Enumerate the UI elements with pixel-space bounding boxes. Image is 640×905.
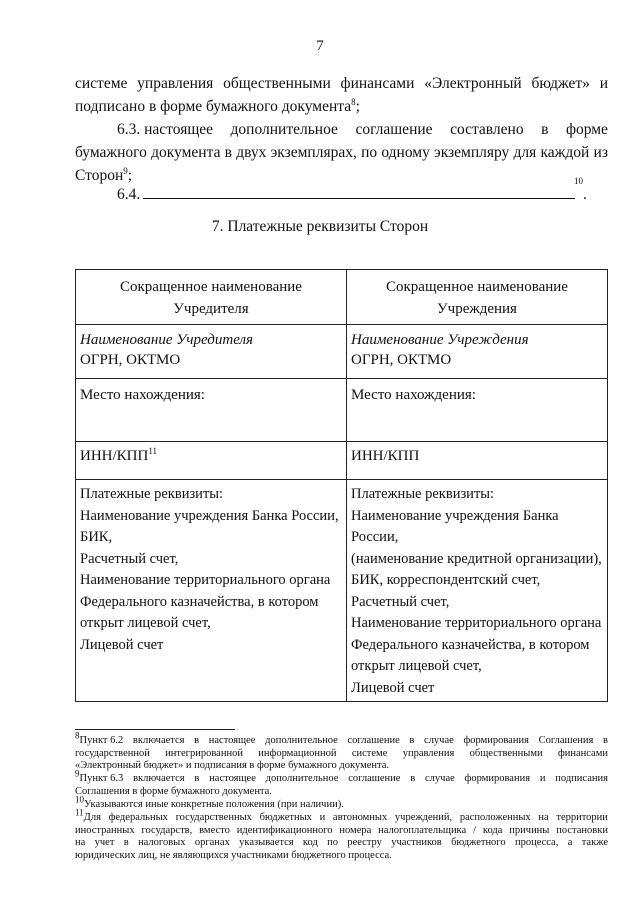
footnote-9-line-2: Соглашения в форме бумажного документа. bbox=[75, 785, 272, 797]
footnote-9-line-1-word: случае bbox=[425, 773, 455, 784]
item-6-3-line-1-word: составлено bbox=[450, 121, 524, 138]
footnote-8-line-2-word: финансами bbox=[557, 747, 608, 759]
footnote-11 bbox=[75, 807, 608, 862]
footnote-9-line-1-word: дополнительное bbox=[265, 773, 339, 784]
footnote-9-line-1-word: в bbox=[410, 773, 416, 784]
footnote-11-line-1-word: автономных bbox=[332, 812, 388, 823]
bank-right-line: Платежные реквизиты: bbox=[351, 486, 495, 502]
location-left: Место нахождения: bbox=[80, 387, 205, 403]
header-left-cell bbox=[76, 270, 347, 325]
footnote-separator bbox=[75, 729, 235, 730]
footnote-ref-8[interactable]: 8 bbox=[351, 96, 356, 107]
header-right-line-1: Сокращенное наименование bbox=[386, 279, 568, 295]
bank-right-line: Наименование территориального органа bbox=[351, 615, 602, 631]
bank-left-line: Наименование территориального органа bbox=[80, 572, 331, 588]
item-6-3-line-2-word: одному bbox=[381, 144, 430, 161]
item-6-3-line-1-word: соглашение bbox=[355, 121, 433, 138]
bank-right-line: Расчетный счет, bbox=[351, 593, 450, 610]
footnote-9-line-1-word: и bbox=[539, 773, 546, 784]
bank-right-line: (наименование кредитной организации), bbox=[351, 550, 602, 567]
footnote-11-line-1-word: расположенных bbox=[459, 812, 531, 823]
footnote-8-line-1-word: формирования bbox=[463, 735, 529, 746]
item-6-3-line-2-word: по bbox=[361, 144, 378, 161]
footnote-11-line-1-word: бюджетных bbox=[259, 812, 312, 823]
header-right-cell bbox=[347, 270, 608, 325]
footnote-11-line-2-word: кода bbox=[482, 824, 503, 836]
intro-line-2-end: ; bbox=[355, 98, 360, 115]
bank-right-cell bbox=[347, 480, 608, 702]
intro-line-1-word: финансами bbox=[340, 75, 415, 92]
footnote-11-line-2-word: идентификационного bbox=[236, 824, 333, 836]
footnote-11-line-3-word: а bbox=[567, 837, 573, 848]
footnote-11-line-3-word: в bbox=[123, 837, 129, 848]
footnote-9-line-1-num: 9 bbox=[75, 768, 80, 779]
item-6-3-line-2-words bbox=[75, 141, 608, 164]
footnote-11-line-2-word: постановки bbox=[556, 824, 608, 836]
item-6-3-line-2 bbox=[75, 141, 608, 164]
footnote-8-line-1-word: настоящее bbox=[208, 735, 256, 746]
item-6-3-line-2-word: из bbox=[593, 144, 608, 161]
table-row-header bbox=[76, 270, 608, 325]
footnote-10 bbox=[75, 794, 608, 812]
header-right-line-2: Учреждения bbox=[437, 301, 517, 317]
bank-right-line: БИК, корреспондентский счет, bbox=[351, 572, 541, 588]
bank-right-line: Лицевой счет bbox=[351, 679, 435, 696]
footnote-11-line-1-word: учреждений, bbox=[394, 812, 453, 823]
inn-left-cell bbox=[76, 442, 347, 480]
footnote-8-line-2-word: интегрированной bbox=[165, 747, 243, 759]
location-right: Место нахождения: bbox=[351, 387, 476, 403]
bank-left-line: Наименование учреждения Банка России, bbox=[80, 507, 339, 524]
footnote-10-num: 10 bbox=[75, 794, 84, 805]
inn-right: ИНН/КПП bbox=[351, 448, 420, 464]
table-row-inn bbox=[76, 442, 608, 480]
footnote-9 bbox=[75, 768, 608, 798]
name-left: Наименование Учредителя bbox=[80, 332, 254, 348]
location-left-cell bbox=[76, 379, 347, 442]
bank-right-line: Наименование учреждения Банка России, bbox=[351, 507, 559, 545]
header-left-line-1: Сокращенное наименование bbox=[120, 279, 302, 295]
intro-line-2 bbox=[75, 95, 360, 118]
footnote-11-line-3-word: на bbox=[75, 837, 86, 848]
footnote-11-line-1-word: на bbox=[538, 812, 549, 823]
footnote-11-line-2-word: иностранных bbox=[75, 824, 135, 836]
footnote-11-line-3-word: бюджетного bbox=[451, 837, 506, 848]
footnote-9-line-1-word: $^9$Пункт 6.3 bbox=[75, 768, 124, 784]
footnote-9-line-1-word: настоящее bbox=[209, 773, 256, 784]
page-number: 7 bbox=[316, 38, 324, 54]
item-6-3-line-1-word: дополнительное bbox=[230, 121, 338, 138]
footnote-ref-10[interactable]: 10 bbox=[574, 176, 583, 186]
item-6-4-end: . bbox=[583, 186, 587, 203]
intro-line-1-word: «Электронный bbox=[424, 75, 522, 92]
footnote-11-line-2-word: причины bbox=[509, 824, 550, 836]
name-right: Наименование Учреждения bbox=[351, 332, 529, 348]
footnote-8-line-3: «Электронный бюджет» и подписания в форме бумажного документа. bbox=[75, 760, 390, 771]
footnote-10-text: Указываются иные конкретные положения (при наличии). bbox=[84, 799, 344, 810]
footnote-8-line-1-word: дополнительное bbox=[265, 735, 338, 746]
footnote-11-line-3-word: реестру bbox=[347, 837, 382, 848]
table-row-bank bbox=[76, 480, 608, 702]
bank-left-line: открыт лицевой счет, bbox=[80, 615, 211, 631]
item-6-4-blank-line[interactable] bbox=[143, 198, 575, 199]
footnote-8-line-1-word: в bbox=[194, 735, 200, 746]
item-6-3-line-2-word: экземпляру bbox=[434, 144, 510, 161]
footnote-8-line-2-word: информационной bbox=[258, 747, 337, 759]
footnote-11-line-2-word: государств, bbox=[141, 824, 193, 836]
bank-left-line: Расчетный счет, bbox=[80, 550, 179, 567]
item-6-3-line-1-word: форме bbox=[565, 121, 608, 138]
intro-line-2-text: подписано в форме бумажного документа bbox=[75, 98, 352, 115]
table-row-name bbox=[76, 325, 608, 379]
bank-right-line: Федерального казначейства, в котором bbox=[351, 636, 590, 653]
item-6-3-line-1-word: в bbox=[541, 121, 549, 138]
footnote-11-line-3-word: код bbox=[302, 837, 318, 848]
footnote-11-line-3-word: процесса, bbox=[514, 837, 559, 848]
intro-line-1-word: бюджет» bbox=[531, 75, 590, 92]
name-right-cell bbox=[347, 325, 608, 379]
footnote-9-line-1-word: подписания bbox=[555, 773, 608, 784]
ogrn-left: ОГРН, ОКТМО bbox=[80, 352, 181, 368]
footnote-ref-11[interactable]: 11 bbox=[148, 446, 158, 456]
item-6-3-line-2-word: экземплярах, bbox=[270, 144, 357, 161]
section-title: 7. Платежные реквизиты Сторон bbox=[211, 218, 429, 235]
footnote-11-line-3 bbox=[75, 837, 608, 850]
footnote-9-line-1-word: соглашение bbox=[348, 773, 401, 784]
footnote-11-line-4: юридических лиц, не являющихся участниками бюджетного процесса. bbox=[75, 849, 392, 861]
item-6-3-line-1 bbox=[117, 118, 608, 141]
name-left-cell bbox=[76, 325, 347, 379]
intro-line-1-words bbox=[75, 72, 608, 95]
footnote-8-line-1-word: $^8$Пункт 6.2 bbox=[75, 730, 124, 746]
footnote-11-line-3-word: участников bbox=[391, 837, 442, 848]
footnote-8-line-1-word: в bbox=[409, 735, 415, 746]
footnote-11-line-2 bbox=[75, 825, 608, 838]
item-6-3-line-2-word: документа bbox=[151, 144, 221, 161]
footnote-8-line-1-word: случае bbox=[424, 735, 454, 746]
table-row-location bbox=[76, 379, 608, 442]
footnote-8-line-1-num: 8 bbox=[75, 730, 80, 741]
item-6-3-line-2-word: для bbox=[513, 144, 537, 161]
footnote-8-line-1 bbox=[75, 730, 608, 748]
footnote-11-line-3-word: учет bbox=[94, 837, 115, 848]
footnote-11-line-1-num: 11 bbox=[75, 807, 84, 818]
footnote-9-line-1-word: формирования bbox=[464, 773, 531, 784]
footnote-ref-9[interactable]: 9 bbox=[123, 165, 128, 176]
intro-line-1-word: управления bbox=[137, 75, 214, 92]
footnote-8-line-2-word: управления bbox=[402, 747, 455, 759]
inn-right-cell bbox=[347, 442, 608, 480]
footnote-9-line-1-word: в bbox=[194, 773, 200, 784]
bank-left-line: Лицевой счет bbox=[80, 636, 164, 653]
item-6-3-line-1-word: 6.3. настоящее bbox=[117, 121, 214, 138]
footnote-11-line-3-word: налоговых bbox=[138, 837, 186, 848]
footnote-8-line-2 bbox=[75, 748, 608, 761]
bank-left-line: Платежные реквизиты: bbox=[80, 486, 224, 502]
intro-line-1-word: общественными bbox=[223, 75, 331, 92]
footnote-8 bbox=[75, 730, 608, 773]
location-right-cell bbox=[347, 379, 608, 442]
footnote-8-line-2-word: системе bbox=[351, 747, 388, 759]
footnote-8-line-1-word: включается bbox=[132, 735, 185, 746]
footnote-9-line-1-word: включается bbox=[133, 773, 185, 784]
footnote-11-line-1-word: федеральных bbox=[108, 812, 168, 823]
footnote-8-line-1-word: Соглашения bbox=[538, 735, 594, 746]
footnote-11-line-3-word: также bbox=[581, 837, 608, 848]
footnote-8-line-1-word: соглашение bbox=[347, 735, 400, 746]
requisites-table bbox=[75, 269, 608, 702]
footnote-11-line-1-word: и bbox=[319, 812, 326, 823]
footnote-11-line-1-word: территории bbox=[556, 812, 608, 823]
footnote-11-line-1 bbox=[75, 807, 608, 825]
item-6-3-line-2-word: в bbox=[224, 144, 232, 161]
footnote-11-line-3-word: указывается bbox=[239, 837, 294, 848]
footnote-9-line-1 bbox=[75, 768, 608, 786]
item-6-4-label: 6.4. bbox=[117, 186, 141, 203]
header-left-line-2: Учредителя bbox=[173, 301, 249, 317]
footnote-11-line-1-word: $^{11}$Для bbox=[75, 807, 101, 823]
item-6-3-line-2-word: каждой bbox=[540, 144, 590, 161]
footnote-11-line-2-word: вместо bbox=[199, 824, 230, 836]
intro-line-1-word: системе bbox=[75, 75, 128, 92]
bank-left-line: Федерального казначейства, в котором bbox=[80, 593, 319, 610]
footnote-8-line-2-word: государственной bbox=[75, 747, 150, 759]
item-6-3-line-2-word: двух bbox=[236, 144, 267, 161]
inn-left: ИНН/КПП bbox=[80, 448, 149, 464]
footnote-8-line-2-word: общественными bbox=[469, 747, 543, 759]
bank-left-line: БИК, bbox=[80, 529, 113, 545]
intro-line-1 bbox=[75, 72, 608, 95]
footnote-11-line-3-word: органах bbox=[194, 837, 230, 848]
intro-line-1-word: и bbox=[599, 75, 608, 92]
footnote-11-line-3-word: по bbox=[327, 837, 338, 848]
bank-left-cell bbox=[76, 480, 347, 702]
footnote-11-line-2-word: номера bbox=[339, 824, 372, 836]
footnote-11-line-2-word: / bbox=[473, 824, 476, 836]
footnote-8-line-1-word: в bbox=[602, 735, 608, 746]
item-6-3-line-3-end: ; bbox=[127, 167, 133, 184]
footnote-11-line-1-word: государственных bbox=[175, 812, 252, 823]
item-6-3-line-2-word: бумажного bbox=[75, 144, 147, 161]
item-6-3-line-3-text: Сторон bbox=[75, 167, 124, 184]
ogrn-right: ОГРН, ОКТМО bbox=[351, 352, 452, 368]
footnote-11-line-2-word: налогоплательщика bbox=[378, 824, 467, 836]
bank-right-line: открыт лицевой счет, bbox=[351, 658, 482, 674]
